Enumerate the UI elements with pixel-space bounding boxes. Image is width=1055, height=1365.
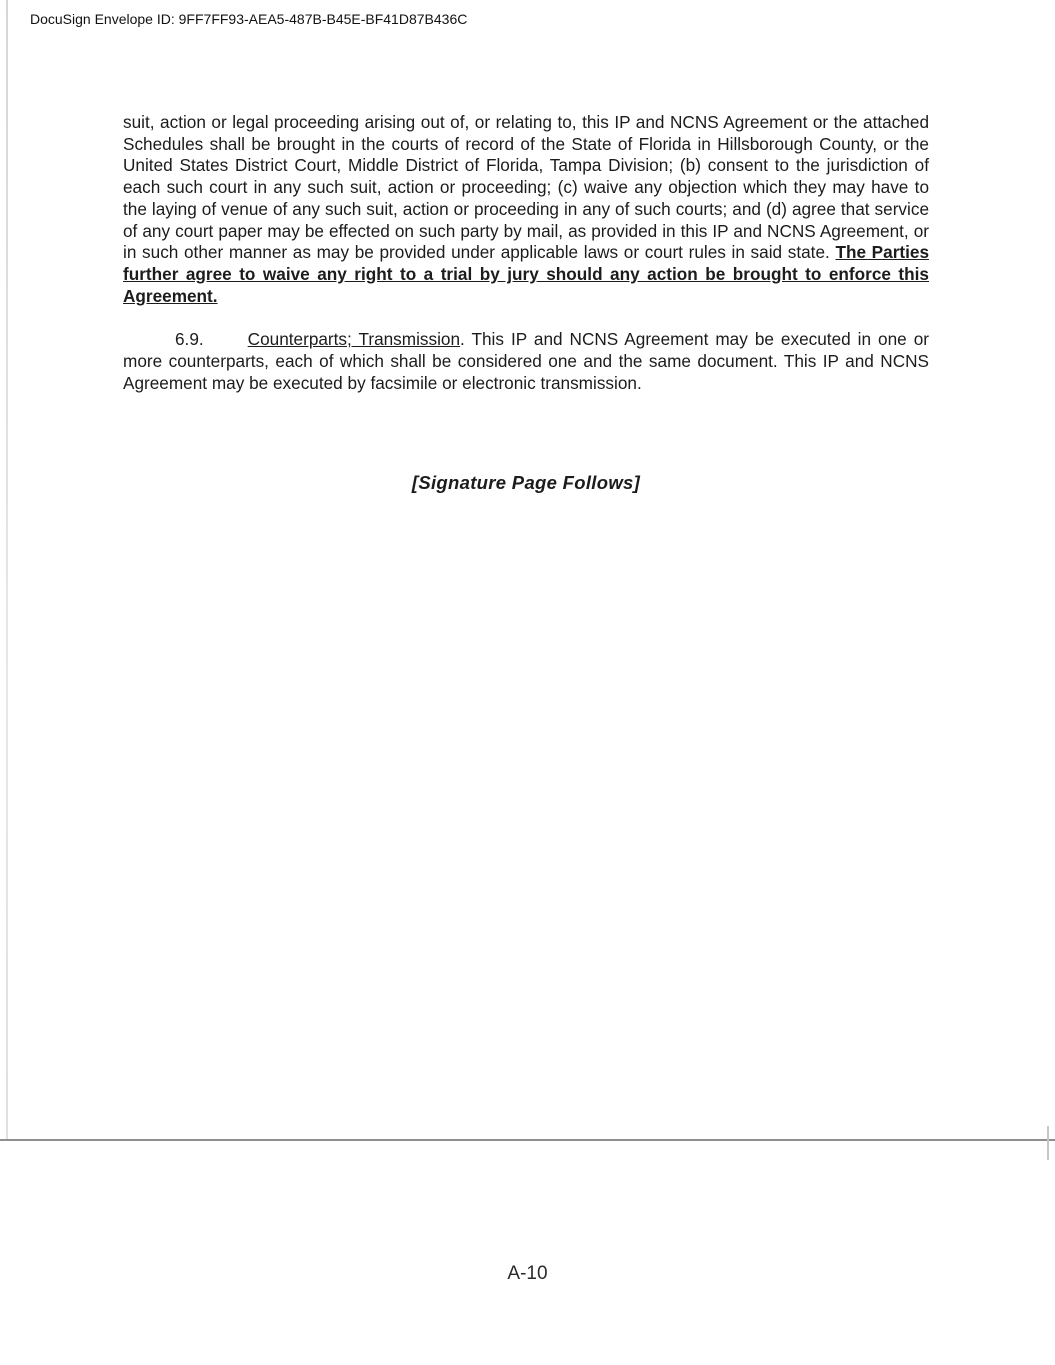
continuation-paragraph-text: suit, action or legal proceeding arising out of, or relating to, this IP and NCNS Agreement or the attached Schedules shall be brought in the courts of record of the State of Florida in Hillsborough County, or the United States District Court, Middle District of Florida, Tampa Division; (b) consent to the jurisdiction of each such court in any such suit, action or proceeding; (c) waive any objection which they may have to the laying of venue of any such suit, action or proceeding in any of such courts; and (d) agree that service of any court paper may be effected on such party by mail, as provided in this IP and NCNS Agreement, or in such other manner as may be provided under applicable laws or court rules in said state. [123, 112, 929, 263]
section-6-9-paragraph [123, 329, 929, 394]
right-scan-artifact-tick [1047, 1126, 1049, 1160]
page-number: A-10 [507, 1263, 548, 1284]
left-scan-artifact-line [6, 0, 8, 1139]
continuation-paragraph [123, 112, 929, 307]
section-number: 6.9. [175, 329, 204, 350]
signature-page-follows-note: [Signature Page Follows] [411, 472, 641, 494]
page-boundary-divider [0, 1139, 1055, 1141]
jury-waiver-clause: The Parties further agree to waive any right to a trial by jury should any action be brought to enforce this Agreement. [123, 242, 929, 306]
section-heading: Counterparts; Transmission [247, 329, 461, 350]
docusign-envelope-id: DocuSign Envelope ID: 9FF7FF93-AEA5-487B-B45E-BF41D87B436C [30, 11, 468, 27]
document-body [123, 112, 929, 494]
section-body-text: . This IP and NCNS Agreement may be executed in one or more counterparts, each of which shall be considered one and the same document. This IP and NCNS Agreement may be executed by facsimile or electronic transmission. [123, 329, 929, 393]
